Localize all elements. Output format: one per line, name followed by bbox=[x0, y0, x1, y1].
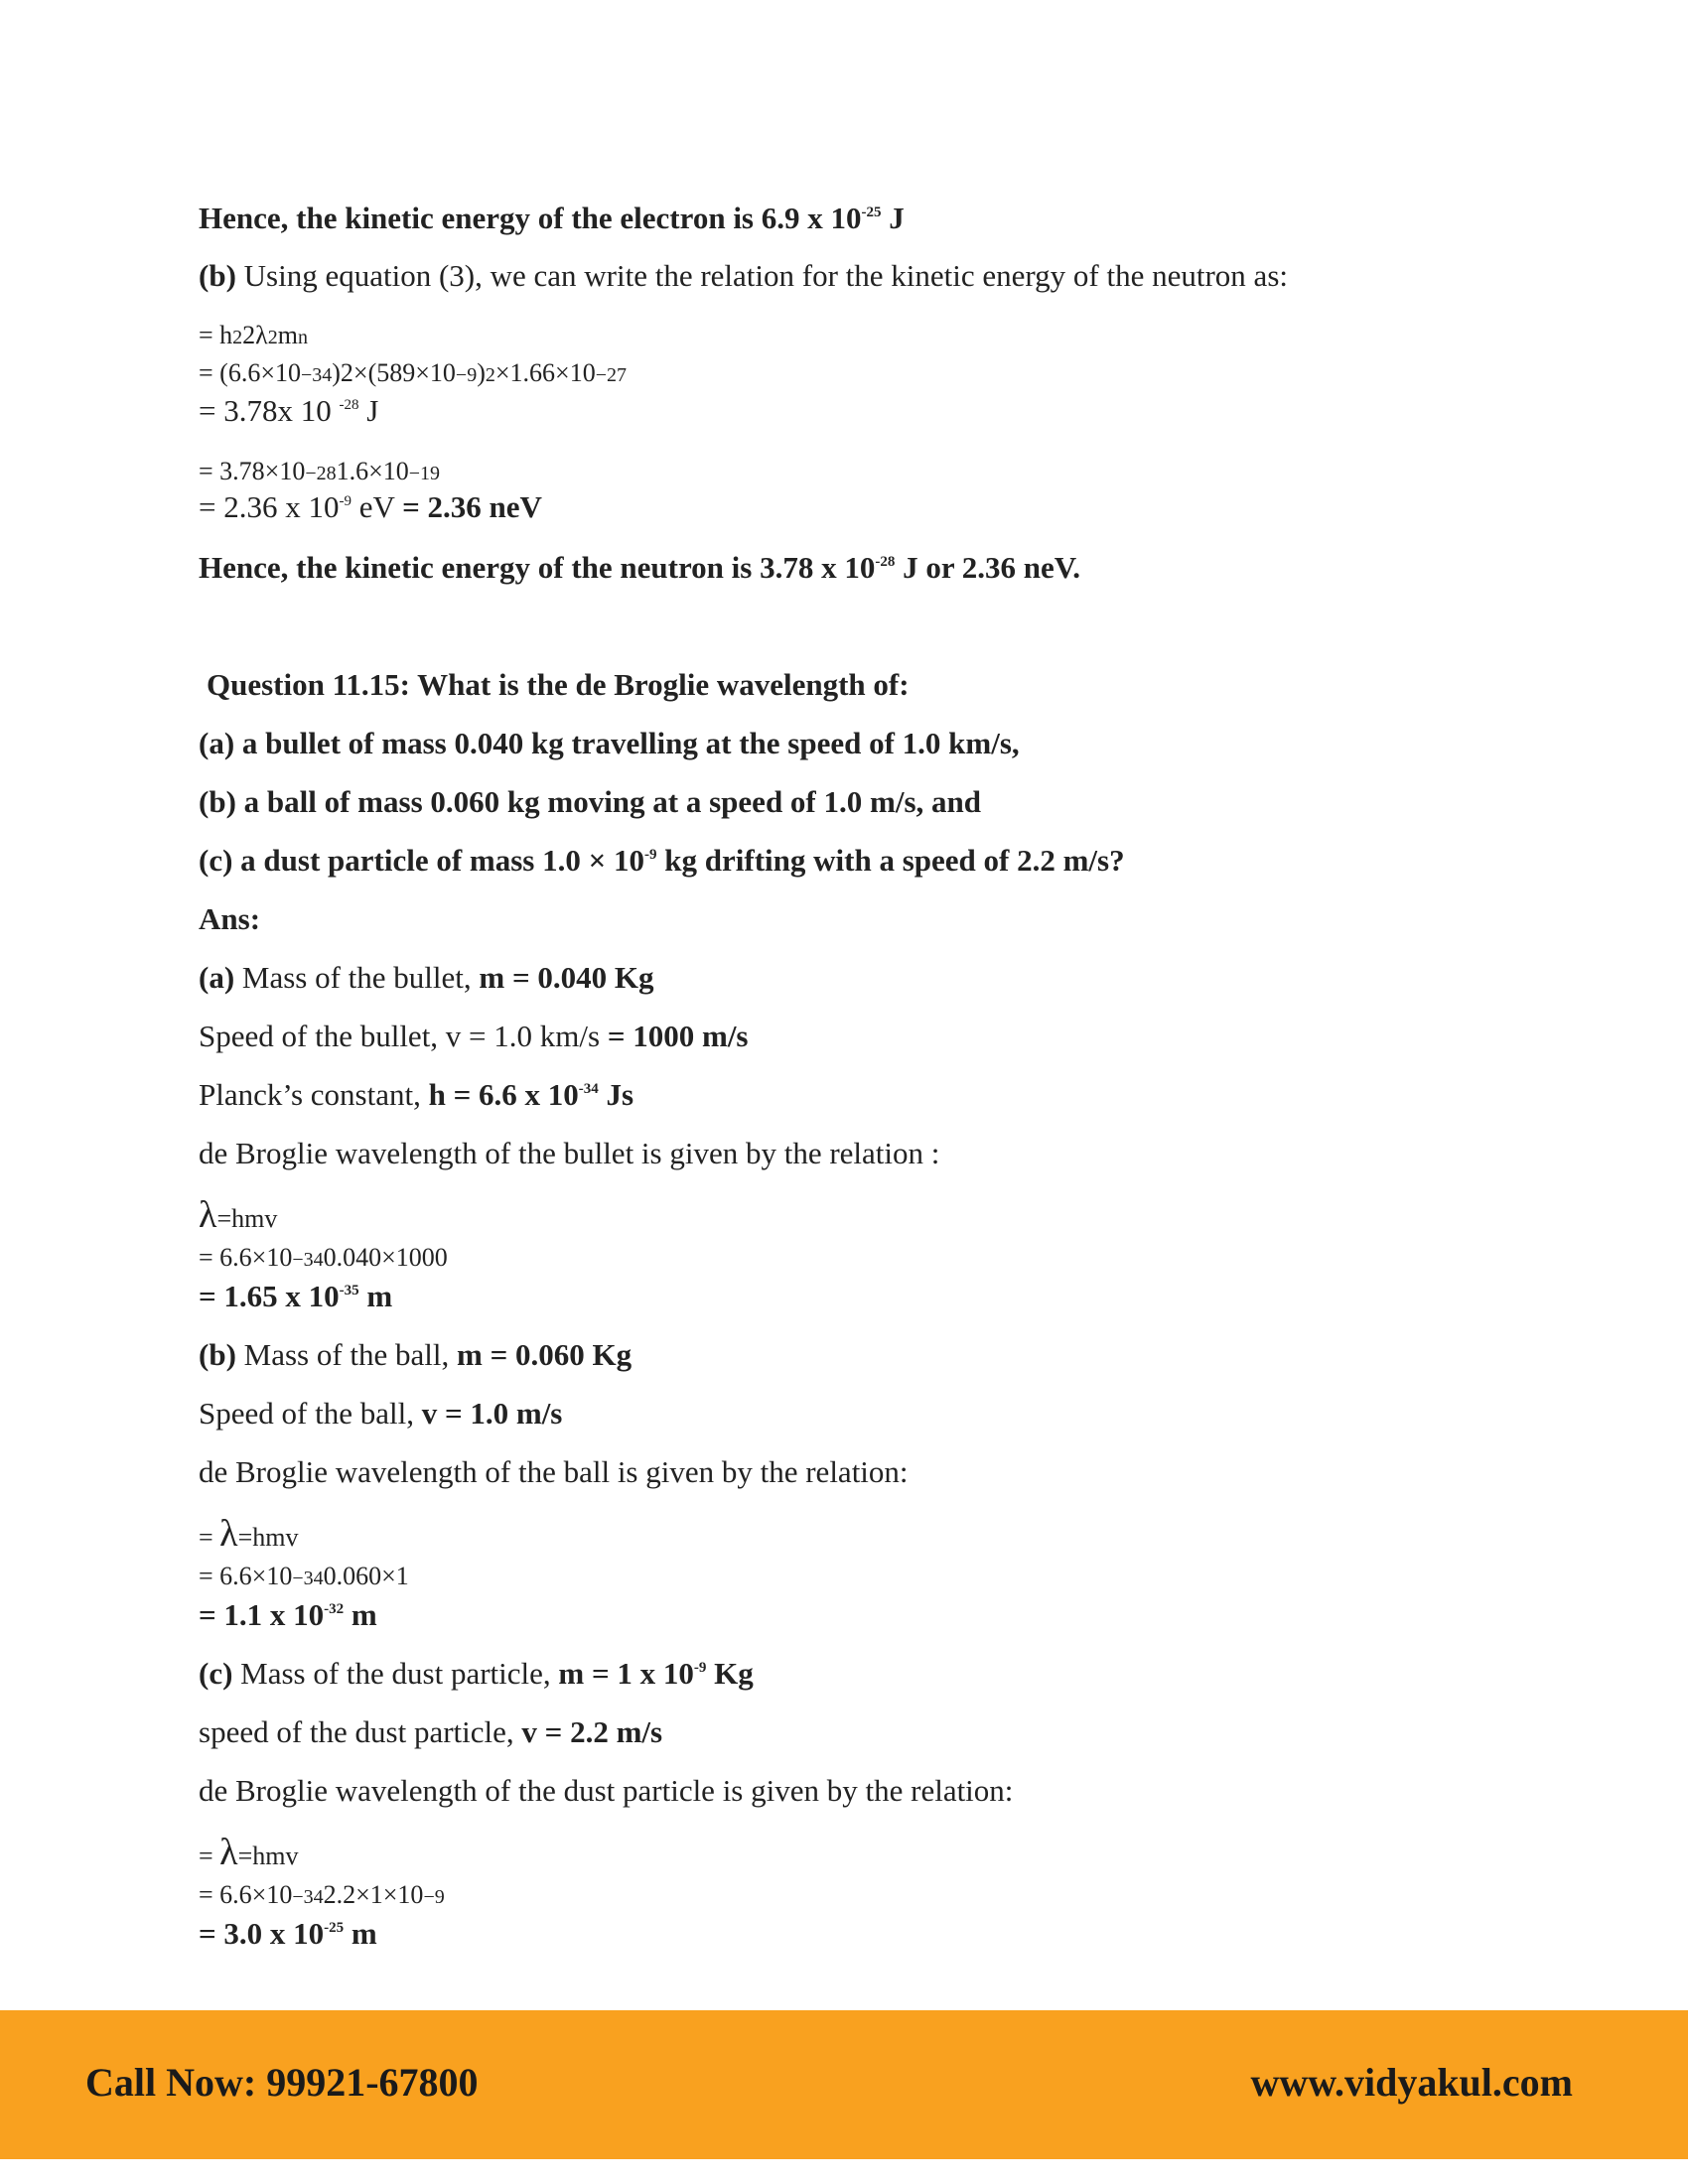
part-c-mass: (c) Mass of the dust particle, m = 1 x $10^{-9}$ Kg bbox=[199, 1656, 754, 1691]
ke-electron-conclusion: Hence, the kinetic energy of the electron is 6.9 x $10^{-25}$ J bbox=[199, 201, 905, 235]
ke-neutron-conclusion: Hence, the kinetic energy of the neutron is 3.78 x $10^{-28}$ J or 2.36 neV. bbox=[199, 550, 1080, 585]
neutron-eq-1: = h22λ2mn bbox=[199, 321, 309, 349]
part-a-eq-1: λ=hmv bbox=[199, 1194, 278, 1236]
part-b-eq-2: = 6.6×10−340.060×1 bbox=[199, 1562, 409, 1590]
part-a-mass: (a) Mass of the bullet, m = 0.040 Kg bbox=[199, 960, 654, 995]
part-c-speed: speed of the dust particle, v = 2.2 m/s bbox=[199, 1714, 663, 1749]
question-part-a: (a) a bullet of mass 0.040 kg travelling at the speed of 1.0 km/s, bbox=[199, 726, 1020, 760]
part-b-intro: (b) Using equation (3), we can write the relation for the kinetic energy of the neutron as: bbox=[199, 258, 1288, 293]
question-part-b: (b) a ball of mass 0.060 kg moving at a speed of 1.0 m/s, and bbox=[199, 784, 981, 819]
question-part-c: (c) a dust particle of mass $1.0 \times 10^{-9}$ kg drifting with a speed of 2.2 m/s? bbox=[199, 843, 1125, 878]
part-a-planck: Planck’s constant, h = 6.6 x $10^{-34}$ Js bbox=[199, 1077, 634, 1112]
footer-banner bbox=[0, 2010, 1688, 2159]
part-a-speed: Speed of the bullet, v = 1.0 km/s = 1000 m/s bbox=[199, 1019, 749, 1053]
part-c-eq-1: = λ=hmv bbox=[199, 1832, 299, 1873]
website-link[interactable]: www.vidyakul.com bbox=[1250, 2060, 1573, 2105]
part-b-relation: de Broglie wavelength of the ball is given by the relation: bbox=[199, 1454, 909, 1489]
part-b-mass: (b) Mass of the ball, m = 0.060 Kg bbox=[199, 1337, 633, 1372]
part-b-speed: Speed of the ball, v = 1.0 m/s bbox=[199, 1396, 563, 1431]
part-c-result: = 3.0 x $10^{-25}$ m bbox=[199, 1916, 377, 1951]
part-c-eq-2: = 6.6×10−342.2×1×10−9 bbox=[199, 1880, 445, 1909]
neutron-eq-4: = 3.78×10−281.6×10−19 bbox=[199, 457, 441, 485]
part-b-eq-1: = λ=hmv bbox=[199, 1513, 299, 1555]
neutron-eq-5: = 2.36 x $10^{-9}$ eV = 2.36 neV bbox=[199, 489, 542, 524]
question-title: Question 11.15: What is the de Broglie wavelength of: bbox=[207, 667, 910, 702]
neutron-eq-2: = (6.6×10−34)2×(589×10−9)2×1.66×10−27 bbox=[199, 358, 627, 387]
neutron-eq-3: = 3.78x 10 $^{-28}$ J bbox=[199, 393, 379, 428]
answer-label: Ans: bbox=[199, 901, 261, 936]
call-now-phone[interactable]: Call Now: 99921-67800 bbox=[85, 2060, 479, 2105]
part-b-result: = 1.1 x $10^{-32}$ m bbox=[199, 1597, 377, 1632]
part-a-relation: de Broglie wavelength of the bullet is given by the relation : bbox=[199, 1136, 940, 1170]
part-a-result: = 1.65 x $10^{-35}$ m bbox=[199, 1279, 393, 1313]
part-a-eq-2: = 6.6×10−340.040×1000 bbox=[199, 1243, 448, 1272]
part-c-relation: de Broglie wavelength of the dust particle is given by the relation: bbox=[199, 1773, 1014, 1808]
